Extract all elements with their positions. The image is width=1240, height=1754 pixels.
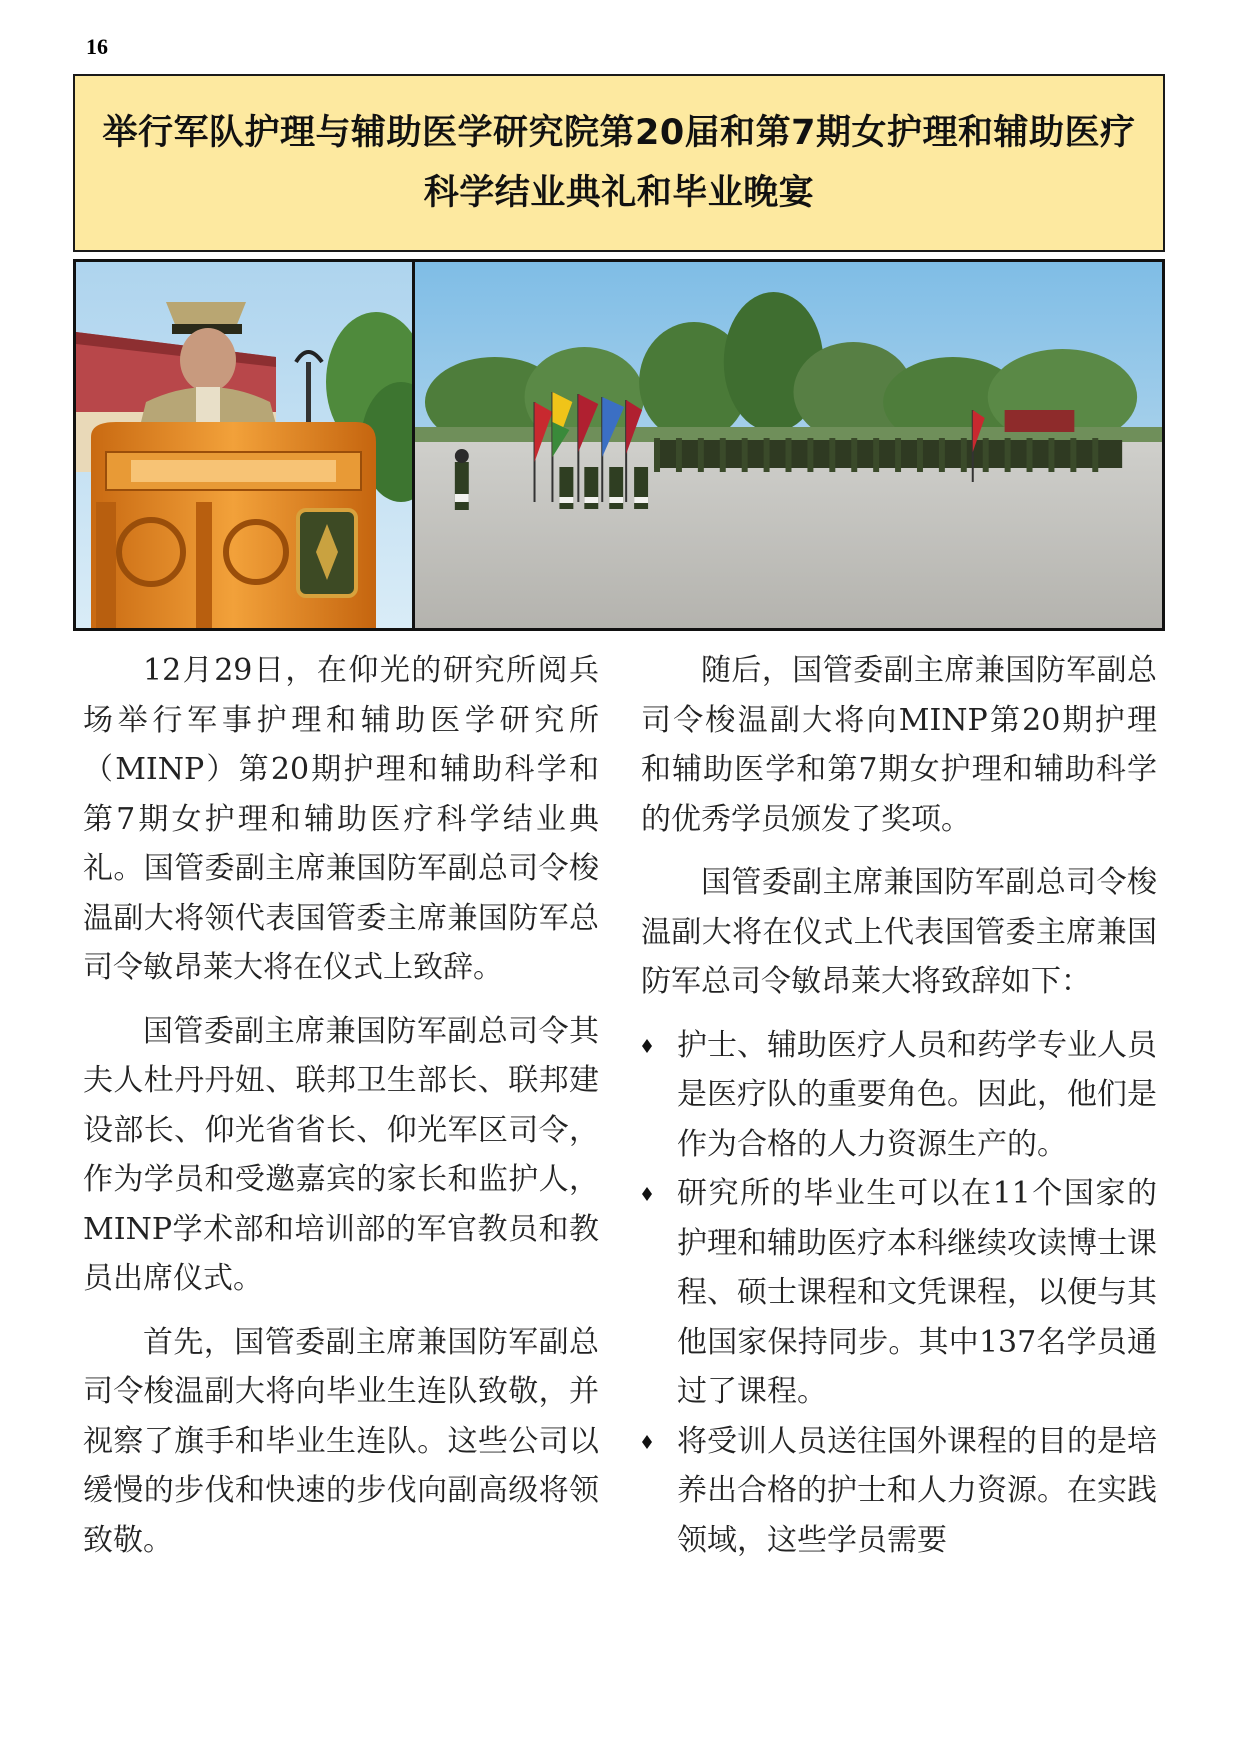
bullet-text: 护士、辅助医疗人员和药学专业人员是医疗队的重要角色。因此，他们是作为合格的人力资源生产的。 [677, 1027, 1157, 1162]
right-paragraph-1: 随后，国管委副主席兼国防军副总司令梭温副大将向MINP第20期护理和辅助医学和第7期女护理和辅助科学的优秀学员颁发了奖项。 [641, 653, 1157, 837]
bullet-item [641, 1169, 1157, 1417]
bullet-text: 将受训人员送往国外课程的目的是培养出合格的护士和人力资源。在实践领域，这些学员需要 [677, 1423, 1157, 1558]
left-column [83, 646, 599, 1579]
bullet-list [641, 1021, 1157, 1566]
right-column [641, 646, 1157, 1565]
speaker-photo [76, 262, 412, 628]
diamond-bullet-icon [641, 1433, 653, 1451]
left-paragraph-1: 12月29日，在仰光的研究所阅兵场举行军事护理和辅助医学研究所（MINP）第20期护理和辅助科学和第7期女护理和辅助医疗科学结业典礼。国管委副主席兼国防军副总司令梭温副大将领代表国管委主席兼国防军总司令敏昂莱大将在仪式上致辞。 [83, 653, 599, 985]
title-line-2: 科学结业典礼和毕业晚宴 [423, 173, 815, 213]
bullet-text: 研究所的毕业生可以在11个国家的护理和辅助医疗本科继续攻读博士课程、硕士课程和文凭课程，以便与其他国家保持同步。其中137名学员通过了课程。 [677, 1176, 1157, 1409]
page-number: 16 [86, 34, 108, 59]
title-line-1: 举行军队护理与辅助医学研究院第20届和第7期女护理和辅助医疗 [102, 113, 1136, 153]
speaker-photo-image [76, 262, 412, 628]
diamond-bullet-icon [641, 1185, 653, 1203]
diamond-bullet-icon [641, 1037, 653, 1055]
title-banner [73, 74, 1165, 252]
parade-photo [415, 262, 1162, 628]
left-paragraph-2: 国管委副主席兼国防军副总司令其夫人杜丹丹妞、联邦卫生部长、联邦建设部长、仰光省省长、仰光军区司令，作为学员和受邀嘉宾的家长和监护人，MINP学术部和培训部的军官教员和教员出席仪式。 [83, 1013, 599, 1296]
parade-photo-image [415, 262, 1162, 628]
right-paragraph-2: 国管委副主席兼国防军副总司令梭温副大将在仪式上代表国管委主席兼国防军总司令敏昂莱大将致辞如下： [641, 865, 1157, 999]
bullet-item [641, 1417, 1157, 1566]
bullet-item [641, 1021, 1157, 1170]
photo-strip [73, 259, 1165, 631]
left-paragraph-3: 首先，国管委副主席兼国防军副总司令梭温副大将向毕业生连队致敬，并视察了旗手和毕业生连队。这些公司以缓慢的步伐和快速的步伐向副高级将领致敬。 [83, 1324, 599, 1558]
